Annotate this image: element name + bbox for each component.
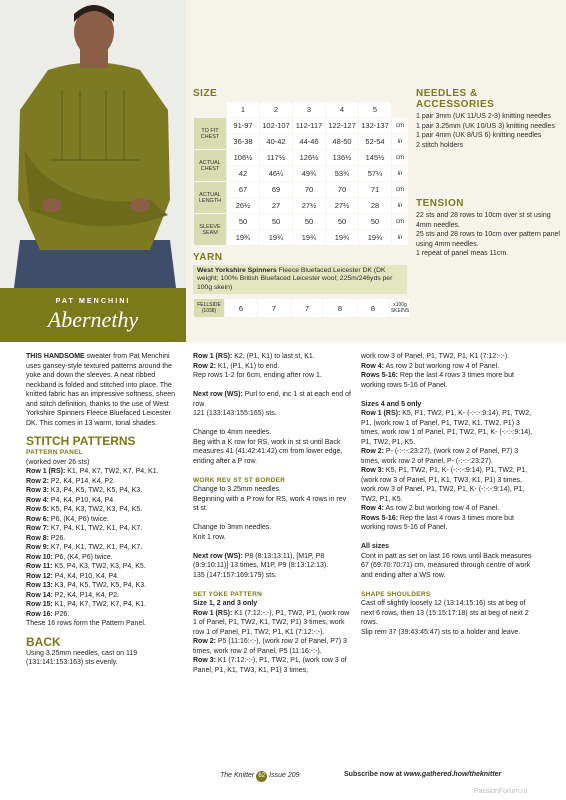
yoke-row-3-cont: work row 3 of Panel, P1, TW2, P1, K1 (7:12:-:-).: [361, 353, 510, 360]
panel-end: These 16 rows form the Pattern Panel.: [26, 620, 146, 627]
tension-item: 22 sts and 28 rows to 10cm over st st using 4mm needles.: [416, 212, 551, 229]
size-value: 69: [260, 182, 292, 197]
column-3: [361, 352, 533, 637]
size-value: 40-42: [260, 134, 292, 149]
blank-cell: [194, 102, 226, 117]
size-header: 4: [326, 102, 358, 117]
size-value: 102-107: [260, 118, 292, 133]
size-row: [194, 182, 408, 197]
footer-magazine: The Knitter 62 Issue 209: [220, 771, 300, 782]
rib-repeat: Rep rows 1-2 for 6cm, ending after row 1.: [193, 372, 322, 379]
s45-rows-5-16: Rows 5-16: Rep the last 4 rows 3 times more but working rows 5-16 of Panel.: [361, 514, 514, 531]
intro: [26, 352, 182, 428]
size-header: 3: [293, 102, 325, 117]
size-unit: in: [392, 134, 408, 149]
beg-p-row: Beginning with a P row for RS, work 4 rows in rev st st.: [193, 495, 347, 512]
needles-item: 1 pair 3mm (UK 11/US 2-3) knitting needles: [416, 113, 551, 120]
size-value: 48-50: [326, 134, 358, 149]
yoke-row-4: Row 4: As row 2 but working row 4 of Panel.: [361, 362, 500, 370]
stitch-row: Row 6: P6, (K4, P6) twice.: [26, 515, 109, 523]
all-sizes: All sizes: [361, 543, 390, 550]
designer-name: PAT MENCHINI: [55, 296, 131, 305]
intro-text: sweater from Pat Menchini uses gansey-style textured patterns around the yoke and down the sleeves. A neat ribbed neckband is folded and stitched into place. The knitted fabric has an impressive softness, sheen and stitch definition, thanks to the use of West Yorkshire Spinners Fleece Bluefaced Leicester DK. This comes in 13 warm, tonal shades.: [26, 353, 176, 427]
yarn-quantity: 8: [357, 299, 389, 317]
size-value: 42: [227, 166, 259, 181]
size-row: [194, 134, 408, 149]
subscribe-text: Subscribe now at www.gathered.how/theknitter: [344, 771, 502, 778]
stitch-row: Row 9: K7, P4, K1, TW2, K1, P4, K7.: [26, 544, 143, 551]
size-header-row: [194, 102, 408, 117]
yoke-rows-5-16: Rows 5-16: Rep the last 4 rows 3 times more but working rows 5-16 of Panel.: [361, 372, 514, 389]
size-value: 145½: [359, 150, 391, 165]
yarn-shade: FELLSIDE (1038): [194, 299, 224, 317]
stitch-row: Row 5: K5, P4, K3, TW2, K3, P4, K5.: [26, 506, 143, 513]
next-row-2: Next row (WS): P8 (8:13:13:11), [M1P, P8 (9:9:10:11)] 13 times, M1P, P9 (8:13:12:13).: [193, 552, 329, 569]
column-2: [193, 352, 351, 675]
size-value: 27½: [326, 198, 358, 213]
size-value: 71: [359, 182, 391, 197]
size-value: 44-46: [293, 134, 325, 149]
yoke-row-3: Row 3: K1 (7:12:-:-), P1, TW2, P1, (work row 3 of Panel, P1, K1, TW3, K1, P1) 3 times,: [193, 657, 347, 674]
size-value: 19¾: [227, 230, 259, 245]
size-row-label: ACTUAL LENGTH: [194, 182, 226, 213]
beg-st-st: Beg with a K row for RS, work in st st until Back measures 41 (41:42:41:42) cm from lower edge, ending after a P row.: [193, 438, 343, 465]
change-4mm: Change to 4mm needles.: [193, 429, 272, 436]
yarn-quantity: 8: [324, 299, 356, 317]
stitch-row: Row 7: K7, P4, K1, TW2, K1, P4, K7.: [26, 525, 143, 532]
stitch-row: Row 10: P6, (K4, P6) twice.: [26, 553, 113, 561]
stitch-row: Row 14: P2, K4, P14, K4, P2.: [26, 591, 119, 599]
watermark: PassionForum.ru: [474, 788, 528, 795]
size-value: 50: [227, 214, 259, 229]
stitch-heading: STITCH PATTERNS: [26, 434, 136, 448]
size-table: [193, 101, 409, 246]
yarn-unit: x100g SKEINS: [390, 299, 410, 317]
sts-count: 121 (133:143:155:165) sts.: [193, 410, 277, 417]
size-value: 112-117: [293, 118, 325, 133]
yarn-description: [193, 265, 407, 294]
next-row: Next row (WS): Purl to end, inc 1 st at each end of row.: [193, 391, 351, 408]
stitch-rows: [26, 467, 182, 619]
size-value: 50: [359, 214, 391, 229]
stitch-row: Row 12: P4, K4, P10, K4, P4.: [26, 572, 119, 580]
size-unit: cm: [392, 118, 408, 133]
pattern-panel-sub: PATTERN PANEL: [26, 449, 83, 456]
size-row: [194, 118, 408, 133]
size-value: 52-54: [359, 134, 391, 149]
size-header: 5: [359, 102, 391, 117]
size-value: 67: [227, 182, 259, 197]
size-row-label: TO FIT CHEST: [194, 118, 226, 149]
size-row: [194, 150, 408, 165]
yoke-row-2: Row 2: P5 (11:16:-:-), (work row 2 of Panel, P7) 3 times, work row 2 of Panel, P5 (11:16:-:-).: [193, 638, 347, 655]
size-value: 122-127: [326, 118, 358, 133]
needles-heading: NEEDLES & ACCESSORIES: [416, 88, 495, 110]
size-value: 50: [293, 214, 325, 229]
size-value: 50: [260, 214, 292, 229]
stitch-row: Row 1 (RS): K1, P4, K7, TW2, K7, P4, K1.: [26, 468, 159, 475]
title-banner: [0, 288, 186, 342]
size-row: [194, 198, 408, 213]
stitch-row: Row 2: P2, K4, P14, K4, P2.: [26, 477, 116, 485]
size-value: 50: [326, 214, 358, 229]
size-header: 2: [260, 102, 292, 117]
rib-row-1: Row 1 (RS): K2, (P1, K1) to last st, K1.: [193, 353, 315, 360]
size-value: 19¾: [326, 230, 358, 245]
size-value: 53¾: [326, 166, 358, 181]
stitch-row: Row 15: K1, P4, K7, TW2, K7, P4, K1.: [26, 601, 147, 608]
s45-row-3: Row 3: K5, P1, TW2, P1, K- (-:-:-:9:14), P1, TW2, P1, (work row 3 of Panel, P1, K1, TW3, K1, P1) 3 times, work row 3 of Panel, P1, TW2, P1, K- (-:-:-:9:14), P1, TW2, P1, K5.: [361, 467, 528, 503]
tension-list: [416, 211, 561, 259]
size-value: 36-38: [227, 134, 259, 149]
size-value: 46¼: [260, 166, 292, 181]
needles-list: [416, 112, 561, 150]
size-value: 19¾: [359, 230, 391, 245]
size-value: 70: [293, 182, 325, 197]
size-row-label: ACTUAL CHEST: [194, 150, 226, 181]
s45-row-4: Row 4: As row 2 but working row 4 of Panel.: [361, 505, 500, 512]
stitch-row: Row 4: P4, K4, P10, K4, P4.: [26, 496, 116, 504]
yoke-row-1: Row 1 (RS): K1 (7:12:-:-), P1, TW2, P1, (work row 1 of Panel, P1, TW2, K1, TW2, P1) 3 times, work row 1 of Panel, P1, TW2, P1, K1 (7:12:-:-).: [193, 609, 350, 636]
size-value: 27½: [293, 198, 325, 213]
all-sizes-text: Cont in patt as set on last 16 rows until Back measures 67 (69:70:70:71) cm, measured through centre of work and ending after a WS row.: [361, 552, 532, 579]
shoulders-text: Cast off slightly loosely 12 (13:14:15:16) sts at beg of next 6 rows, then 13 (15:15:17:18) sts at beg of next 2 rows.: [361, 600, 529, 626]
tension-item: 1 repeat of panel meas 11cm.: [416, 250, 509, 258]
size-value: 106½: [227, 150, 259, 165]
stitch-row: Row 13: K3, P4, K5, TW2, K5, P4, K3.: [26, 582, 147, 589]
needles-item: 1 pair 4mm (UK 8/US 6) knitting needles: [416, 132, 542, 140]
needles-item: 1 pair 3.25mm (UK 10/US 3) knitting needles: [416, 122, 555, 130]
change-3mm: Change to 3mm needles.: [193, 524, 272, 531]
size-value: 27: [260, 198, 292, 213]
stitch-row: Row 3: K3, P4, K5, TW2, K5, P4, K3.: [26, 487, 143, 494]
size-value: 49¾: [293, 166, 325, 181]
size-unit: cm: [392, 182, 408, 197]
size-unit: cm: [392, 150, 408, 165]
size-value: 136½: [326, 150, 358, 165]
size-value: 19¾: [293, 230, 325, 245]
size-value: 26½: [227, 198, 259, 213]
slip-text: Slip rem 37 (39:43:45:47) sts to a holder and leave.: [361, 628, 521, 636]
stitch-row: Row 11: K5, P4, K3, TW2, K3, P4, K5.: [26, 563, 146, 570]
back-heading: BACK: [26, 634, 61, 649]
stitch-row: Row 16: P26.: [26, 610, 70, 618]
model-photo: [0, 0, 186, 288]
size-value: 57¼: [359, 166, 391, 181]
tension-item: 25 sts and 28 rows to 10cm over pattern panel using 4mm needles.: [416, 231, 560, 248]
needles-item: 2 stitch holders: [416, 141, 464, 149]
size-value: 70: [326, 182, 358, 197]
size-row-label: SLEEVE SEAM: [194, 214, 226, 245]
size-unit: in: [392, 166, 408, 181]
intro-lead: THIS HANDSOME: [26, 353, 85, 360]
size-row: [194, 166, 408, 181]
yarn-heading: YARN: [193, 252, 223, 263]
s45-row-2: Row 2: P- (-:-:-:23:27), (work row 2 of Panel, P7) 3 times, work row 2 of Panel, P- (-:-:-:23:27).: [361, 448, 519, 465]
rib-row-2: Row 2: K1, (P1, K1) to end.: [193, 362, 280, 370]
s45-row-1: Row 1 (RS): K5, P1, TW2, P1, K- (-:-:-:9:14), P1, TW2, P1, (work row 1 of Panel, P1, TW2, K1, TW2, P1) 3 times, work row 1 of Panel, P1, TW2, P1, K- (-:-:-:9:14), P1, TW2, P1, K5.: [361, 410, 533, 446]
size-row: [194, 214, 408, 229]
size-value: 28: [359, 198, 391, 213]
size-value: 126½: [293, 150, 325, 165]
yarn-quantity: 6: [225, 299, 257, 317]
size-row: [194, 230, 408, 245]
shoulders-sub: SHAPE SHOULDERS: [361, 590, 431, 598]
size-value: 117½: [260, 150, 292, 165]
yarn-quantity: 7: [258, 299, 290, 317]
size-unit: in: [392, 230, 408, 245]
back-text: Using 3.25mm needles, cast on 119 (131:141:153:163) sts evenly.: [26, 649, 138, 666]
yarn-quantity: 7: [291, 299, 323, 317]
blank-cell: [392, 102, 408, 117]
subscribe-link[interactable]: www.gathered.how/theknitter: [403, 771, 502, 778]
size-value: 132-137: [359, 118, 391, 133]
size-value: 19¾: [260, 230, 292, 245]
sts-count-2: 135 (147:157:169:179) sts.: [193, 571, 277, 579]
size-value: 91-97: [227, 118, 259, 133]
page-number: 62: [256, 771, 267, 782]
panel-note: (worked over 26 sts): [26, 458, 90, 466]
tension-heading: TENSION: [416, 198, 464, 209]
sizes-45: Sizes 4 and 5 only: [361, 400, 422, 408]
rev-st-st-sub: WORK REV ST ST BORDER: [193, 476, 286, 484]
size-heading: SIZE: [193, 88, 218, 99]
yarn-table: [193, 298, 411, 318]
yarn-desc: Fleece Bluefaced Leicester DK (DK weight; 100% British Bluefaced Leicester wool; 225m/246yds per 100g skein): [197, 267, 393, 291]
knit-row: Knit 1 row.: [193, 533, 226, 541]
yarn-brand: West Yorkshire Spinners: [197, 267, 277, 274]
change-325: Change to 3.25mm needles.: [193, 486, 281, 493]
size-unit: in: [392, 198, 408, 213]
size-header: 1: [227, 102, 259, 117]
size-unit: cm: [392, 214, 408, 229]
yoke-sub: SET YOKE PATTERN: [193, 590, 263, 598]
pattern-title: Abernethy: [47, 307, 139, 332]
column-1: [26, 352, 182, 668]
stitch-row: Row 8: P26.: [26, 534, 66, 542]
sizes-123: Size 1, 2 and 3 only: [193, 600, 258, 607]
